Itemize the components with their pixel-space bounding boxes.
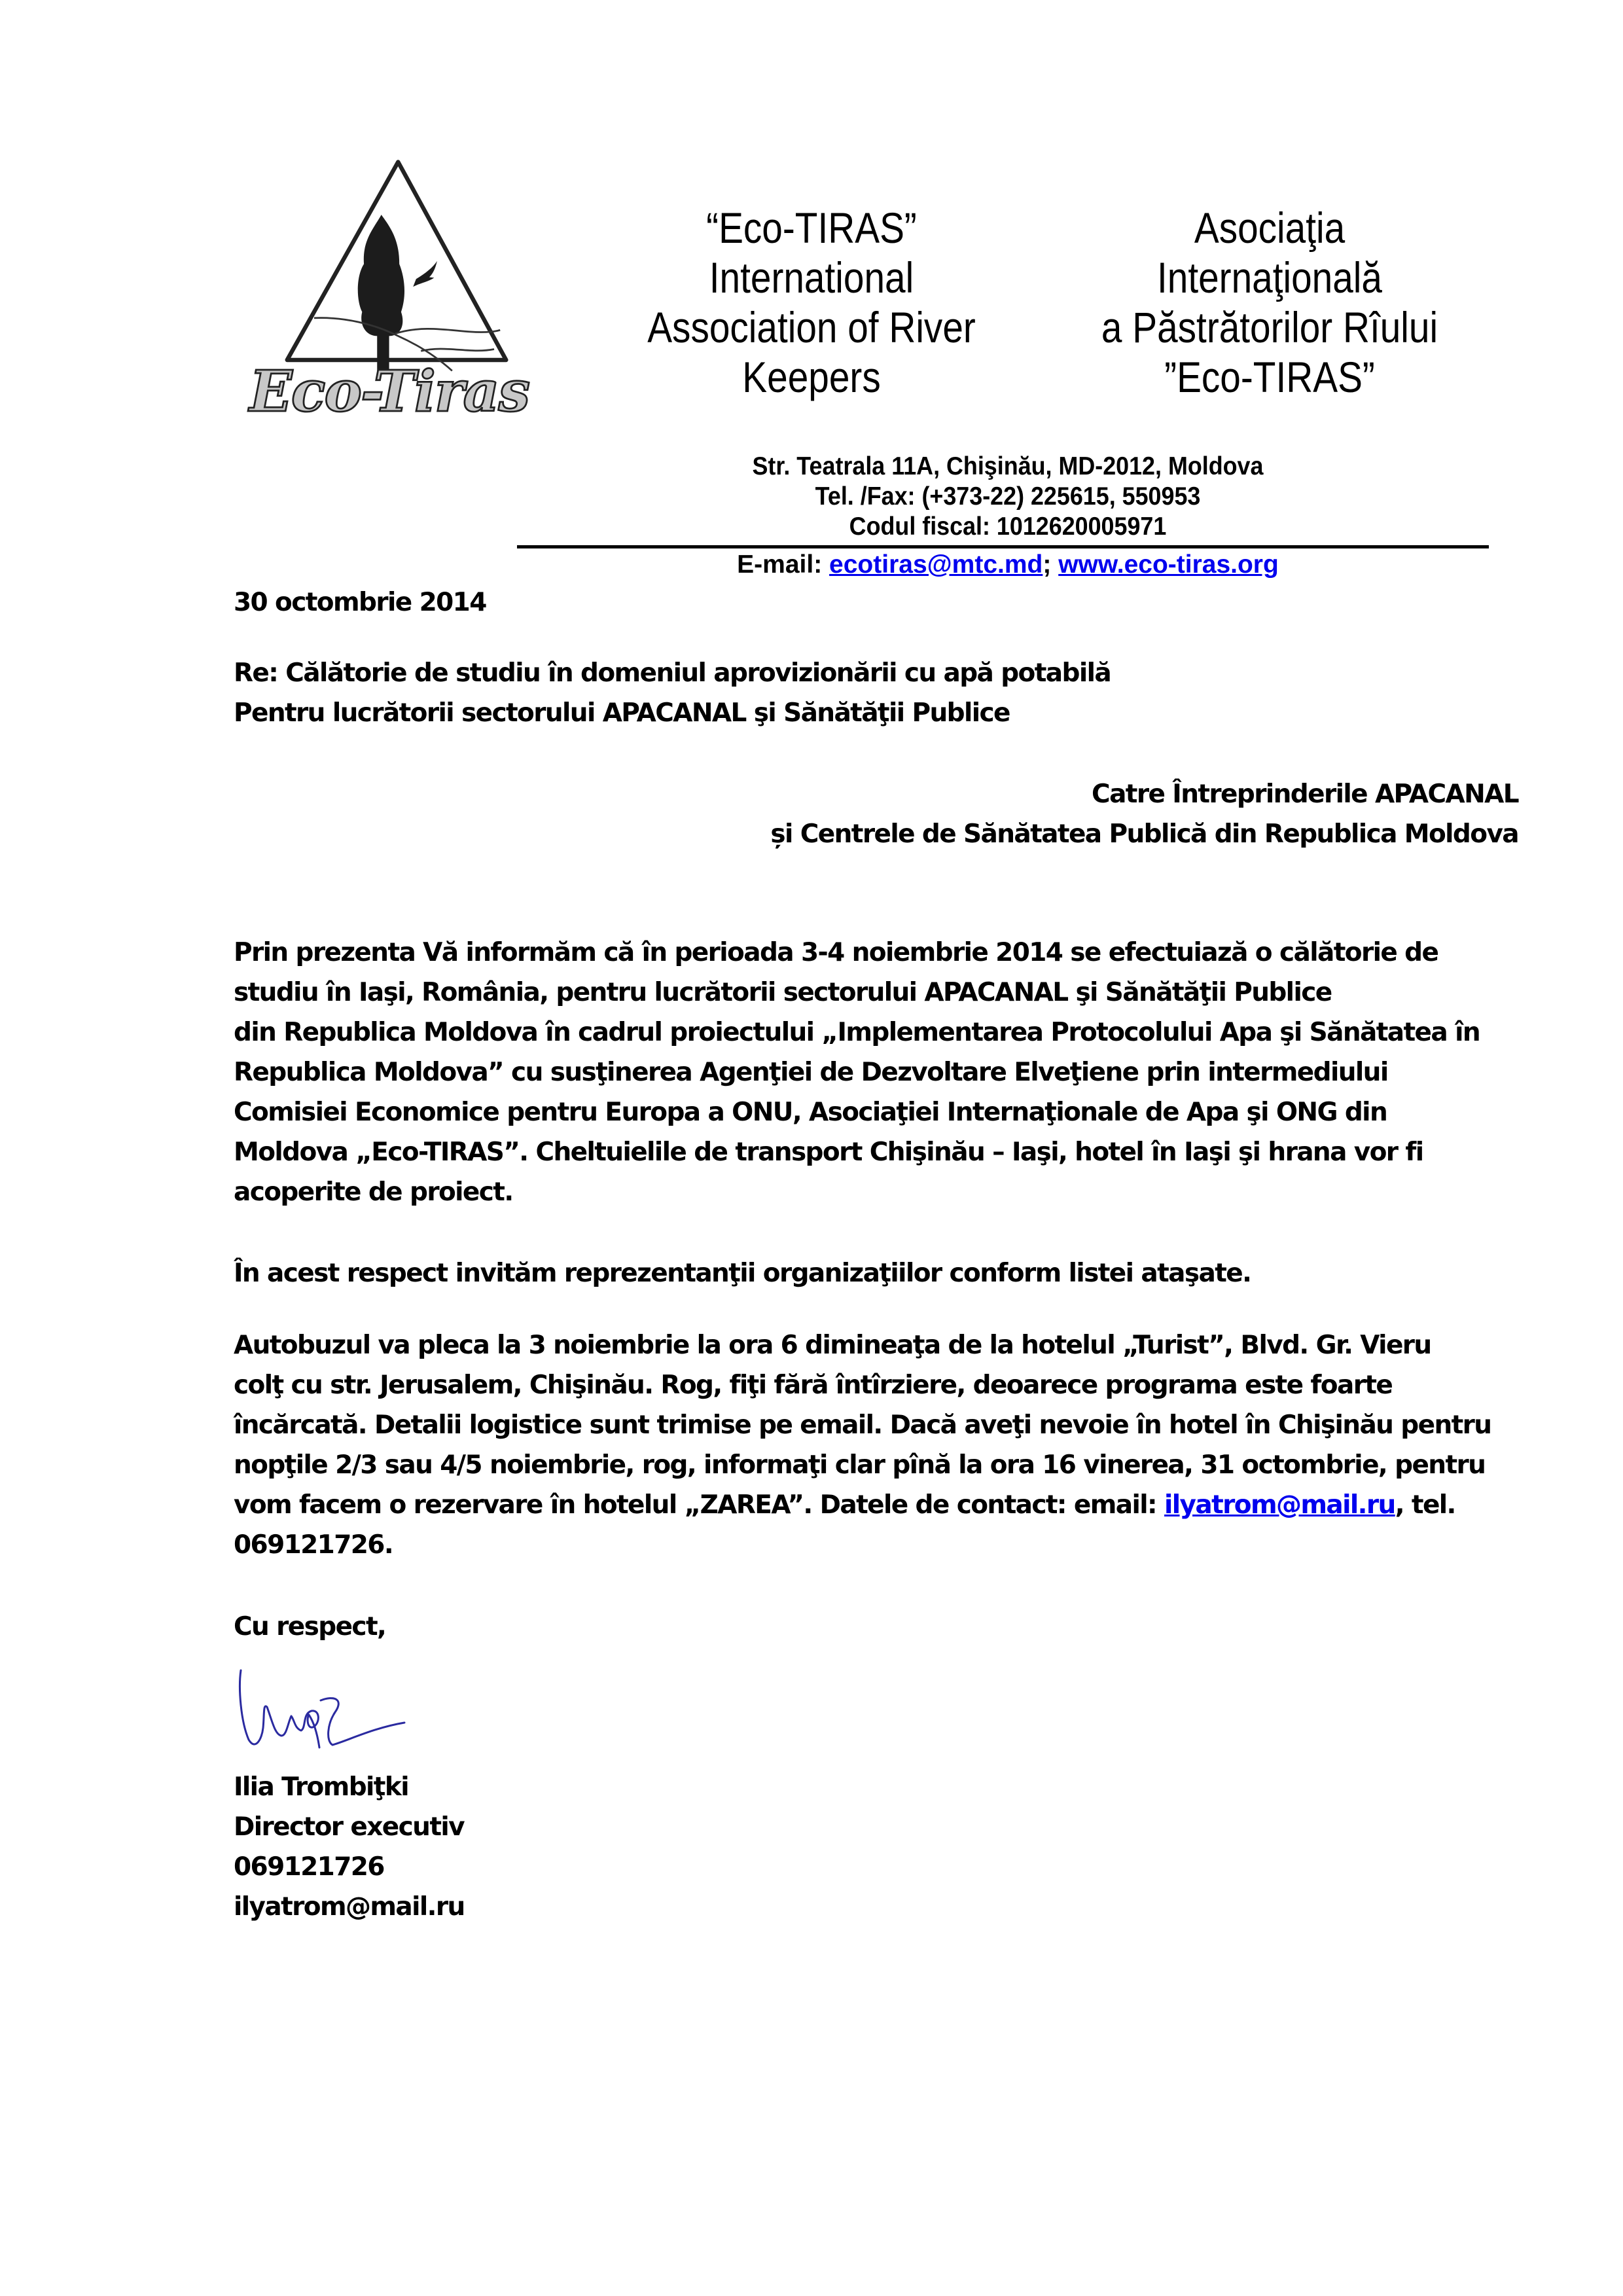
subject-line: Re: Călătorie de studiu în domeniul aprovizionării cu apă potabilă [234,658,1111,688]
org-phone-fax: Tel. /Fax: (+373-22) 225615, 550953 [815,482,1201,511]
org-name-ro-line: ”Eco-TIRAS” [1164,353,1375,401]
paragraph-line: acoperite de proiect. [234,1177,513,1207]
paragraph-line: studiu în Iaşi, România, pentru lucrătorii sectorului APACANAL şi Sănătăţii Publice [234,978,1332,1007]
paragraph-line: Republica Moldova” cu susţinerea Agenţiei de Dezvoltare Elveţiene prin intermediului [234,1058,1388,1087]
paragraph-line: Comisiei Economice pentru Europa a ONU, Asociaţiei Internaţionale de Apa şi ONG din [234,1098,1387,1127]
eco-tiras-logo-icon [242,147,530,429]
paragraph-line: Moldova „Eco-TIRAS”. Cheltuielile de transport Chişinău – Iaşi, hotel în Iaşi şi hrana vor fi [234,1138,1423,1167]
org-email-web-line [517,550,1499,580]
org-name-ro-line: Internaţională [1157,253,1382,302]
paragraph-line: Prin prezenta Vă informăm că în perioada 3-4 noiembrie 2014 se efectuiază o călătorie de [234,938,1438,967]
signer-name: Ilia Trombiţki [234,1772,408,1802]
letter-date: 30 octombrie 2014 [234,588,486,617]
org-name-romanian [1039,203,1500,402]
paragraph-line: În acest respect invităm reprezentanţii organizaţiilor conform listei ataşate. [234,1259,1251,1288]
contact-email-link[interactable]: ilyatrom@mail.ru [1164,1490,1395,1520]
addressee-line: și Centrele de Sănătatea Publică din Republica Moldova [770,819,1518,849]
org-name-en-line: “Eco-TIRAS” [706,204,917,252]
subject-line: Pentru lucrătorii sectorului APACANAL şi Sănătăţii Publice [234,698,1010,728]
org-address: Str. Teatrala 11A, Chişinău, MD-2012, Moldova [752,452,1264,480]
paragraph-line: încărcată. Detalii logistice sunt trimise pe email. Dacă aveţi nevoie în hotel în Chişinău pentru [234,1410,1491,1440]
signer-block [234,1767,465,1927]
email-label: E-mail: [737,550,830,579]
org-name-en-line: International [709,253,914,302]
signer-title: Director executiv [234,1812,464,1842]
org-website-link[interactable]: www.eco-tiras.org [1058,550,1279,579]
handwritten-signature-icon [229,1662,425,1767]
paragraph-line: Autobuzul va pleca la 3 noiembrie la ora 6 dimineaţa de la hotelul „Turist”, Blvd. Gr. Vieru [234,1331,1431,1360]
contact-suffix: , tel. [1395,1490,1455,1520]
org-email-link[interactable]: ecotiras@mtc.md [829,550,1043,579]
letter-subject [234,653,1111,733]
paragraph-line: din Republica Moldova în cadrul proiectului „Implementarea Protocolului Apa şi Sănătatea în [234,1018,1480,1047]
paragraph-invitation [234,1253,1251,1293]
paragraph-line [234,1485,1536,1525]
header-divider [517,545,1489,548]
org-name-en-line: Association of River [647,303,976,351]
paragraph-line: colţ cu str. Jerusalem, Chişinău. Rog, fiţi fără întîrziere, deoarece programa este foarte [234,1371,1393,1400]
org-contact-block [517,452,1499,542]
signer-email: ilyatrom@mail.ru [234,1892,465,1922]
signer-phone: 069121726 [234,1852,384,1882]
paragraph-line: nopţile 2/3 sau 4/5 noiembrie, rog, informaţi clar pînă la ora 16 vinerea, 31 octombrie, pentru [234,1450,1486,1480]
letter-closing: Cu respect, [234,1612,386,1641]
svg-text:Eco-Tiras: Eco-Tiras [249,358,529,425]
link-separator: ; [1043,550,1059,579]
org-name-english [609,203,1014,402]
paragraph-line: 069121726. [234,1530,393,1560]
paragraph-logistics [234,1325,1536,1565]
paragraph-trip-info [234,933,1536,1212]
addressee-line: Catre Întreprinderile APACANAL [1092,780,1518,809]
contact-prefix: vom facem o rezervare în hotelul „ZAREA”. Datele de contact: email: [234,1490,1164,1520]
org-name-en-line: Keepers [742,353,881,401]
org-name-ro-line: Asociaţia [1194,204,1346,252]
org-fiscal-code: Codul fiscal: 1012620005971 [849,512,1167,541]
letter-addressee [770,774,1518,854]
org-name-ro-line: a Păstrătorilor Rîului [1101,303,1438,351]
